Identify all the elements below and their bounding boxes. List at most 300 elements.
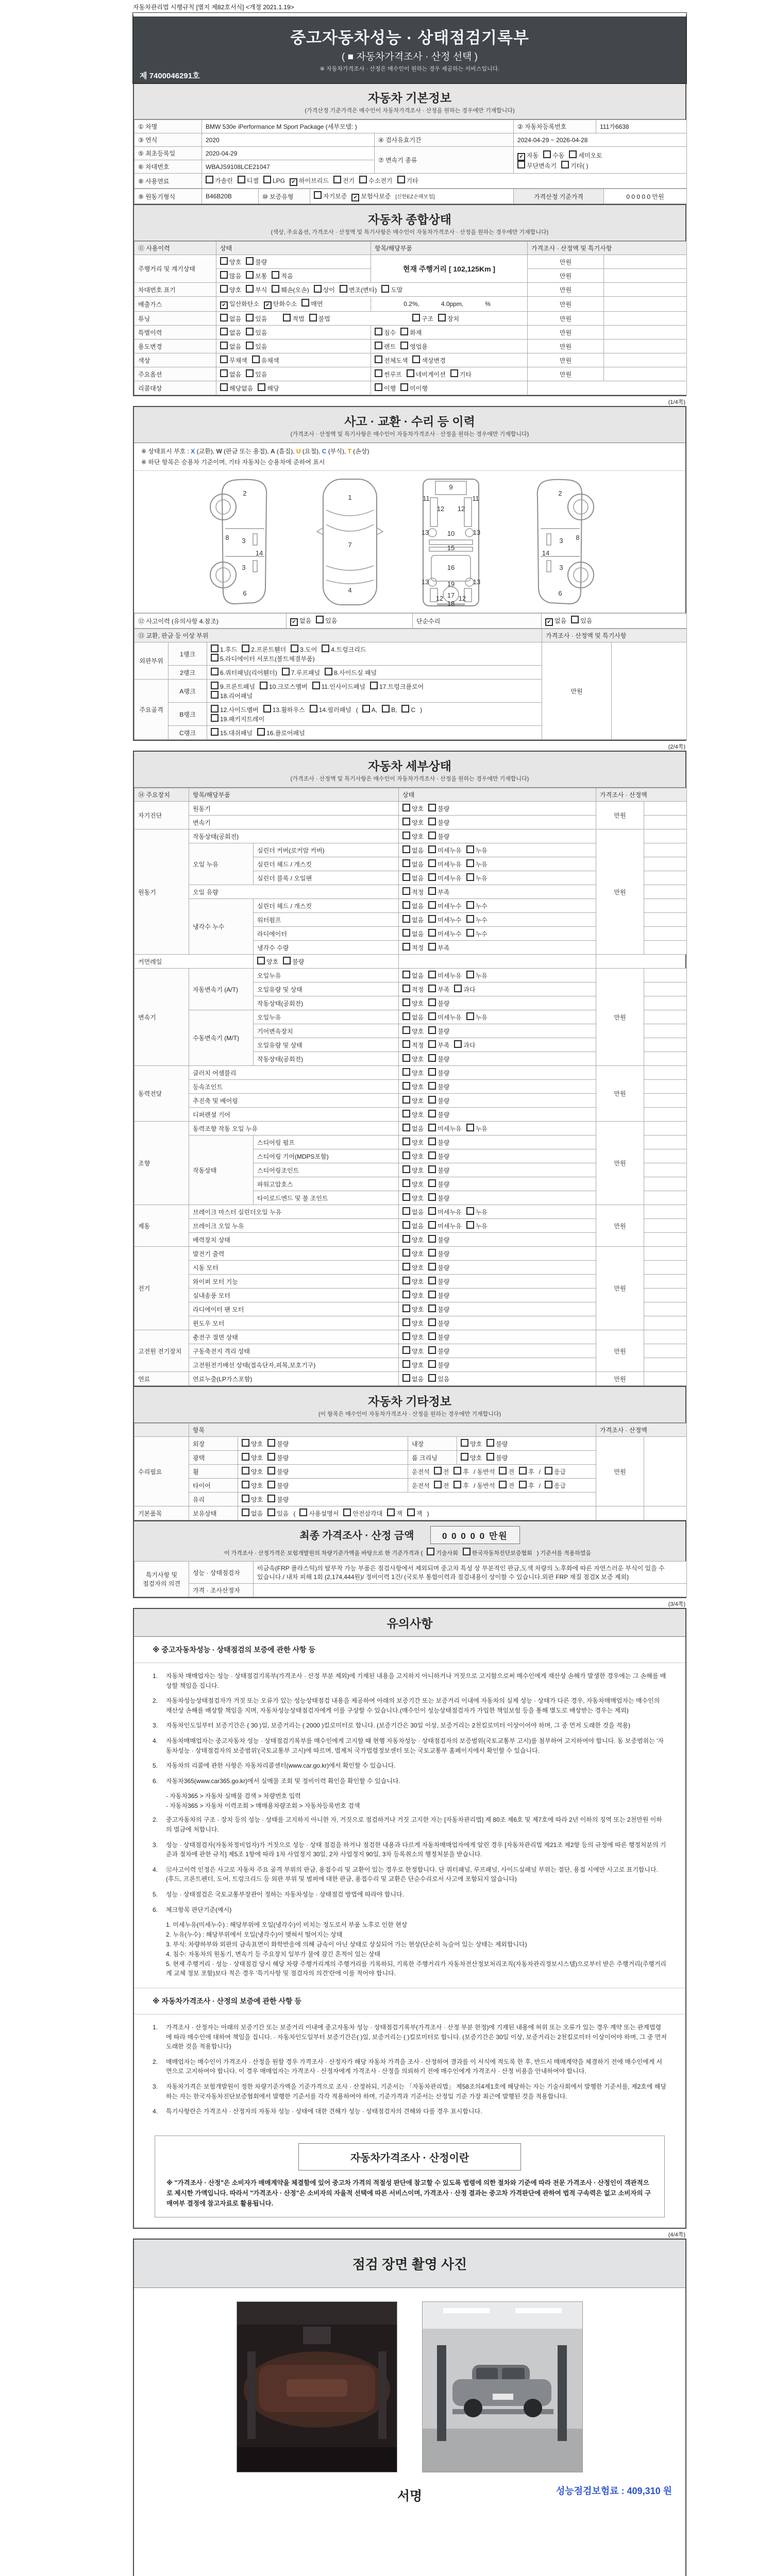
- checkbox[interactable]: [402, 1179, 424, 1189]
- checkbox-box[interactable]: [402, 845, 410, 853]
- checkbox[interactable]: [402, 929, 424, 938]
- checkbox-box[interactable]: [428, 1096, 436, 1104]
- checkbox[interactable]: [428, 1332, 449, 1342]
- checkbox[interactable]: [466, 859, 488, 869]
- checkbox-box[interactable]: [402, 1207, 410, 1215]
- checkbox[interactable]: [402, 1012, 424, 1022]
- checkbox-box[interactable]: ✔: [290, 178, 297, 186]
- checkbox-box[interactable]: [314, 191, 322, 199]
- checkbox[interactable]: [242, 1495, 263, 1504]
- checkbox[interactable]: [428, 971, 461, 980]
- checkbox-box[interactable]: [402, 1374, 410, 1382]
- checkbox[interactable]: [314, 191, 347, 200]
- checkbox[interactable]: [428, 915, 461, 924]
- checkbox-box[interactable]: [246, 369, 254, 377]
- checkbox[interactable]: [466, 873, 488, 883]
- checkbox-box[interactable]: [543, 150, 551, 158]
- checkbox-box[interactable]: [466, 859, 474, 867]
- checkbox-box[interactable]: [428, 1235, 436, 1243]
- checkbox-box[interactable]: [428, 1318, 436, 1326]
- checkbox[interactable]: [267, 1481, 289, 1490]
- checkbox-box[interactable]: [282, 668, 290, 675]
- checkbox-box[interactable]: [434, 1481, 442, 1488]
- checkbox[interactable]: [428, 1012, 461, 1022]
- checkbox[interactable]: [220, 342, 241, 351]
- checkbox-box[interactable]: [370, 682, 378, 689]
- checkbox-box[interactable]: [260, 682, 267, 689]
- checkbox[interactable]: [402, 1096, 424, 1105]
- checkbox-box[interactable]: [428, 929, 436, 937]
- checkbox-box[interactable]: [211, 714, 219, 722]
- checkbox-box[interactable]: [242, 645, 249, 652]
- checkbox[interactable]: [428, 1179, 449, 1189]
- checkbox[interactable]: [314, 285, 335, 294]
- checkbox[interactable]: [400, 383, 428, 393]
- checkbox-box[interactable]: [428, 1151, 436, 1159]
- checkbox-box[interactable]: [561, 161, 569, 168]
- checkbox-box[interactable]: [220, 257, 228, 265]
- checkbox[interactable]: [242, 645, 286, 654]
- checkbox-box[interactable]: [211, 654, 219, 662]
- checkbox-box[interactable]: [466, 929, 474, 937]
- checkbox[interactable]: [402, 887, 424, 896]
- checkbox[interactable]: [238, 176, 259, 185]
- checkbox-box[interactable]: [466, 845, 474, 853]
- checkbox[interactable]: [246, 271, 267, 280]
- checkbox-box[interactable]: [402, 1221, 410, 1229]
- checkbox[interactable]: [283, 957, 304, 966]
- checkbox-box[interactable]: [428, 943, 436, 951]
- checkbox-box[interactable]: [461, 1453, 468, 1461]
- checkbox-box[interactable]: [438, 314, 446, 321]
- checkbox[interactable]: [267, 1439, 289, 1448]
- checkbox-box[interactable]: [486, 1439, 494, 1447]
- checkbox-box[interactable]: [257, 957, 265, 964]
- checkbox[interactable]: [267, 1495, 289, 1504]
- checkbox[interactable]: [310, 705, 351, 714]
- checkbox[interactable]: [402, 901, 424, 910]
- checkbox[interactable]: [220, 369, 241, 379]
- checkbox-box[interactable]: [267, 1481, 275, 1488]
- checkbox-box[interactable]: ✔: [220, 301, 228, 309]
- checkbox-box[interactable]: [466, 1012, 474, 1020]
- checkbox-box[interactable]: [382, 705, 390, 713]
- checkbox[interactable]: [428, 985, 449, 994]
- checkbox-box[interactable]: [428, 971, 436, 978]
- checkbox-box[interactable]: [283, 957, 291, 964]
- checkbox[interactable]: [428, 1374, 449, 1383]
- checkbox-box[interactable]: [428, 1110, 436, 1117]
- checkbox[interactable]: [402, 915, 424, 924]
- checkbox[interactable]: [453, 1467, 469, 1476]
- checkbox-box[interactable]: [466, 873, 474, 881]
- checkbox-box[interactable]: [246, 285, 254, 293]
- checkbox[interactable]: [375, 342, 396, 351]
- checkbox-box[interactable]: [519, 1467, 527, 1475]
- checkbox-box[interactable]: [402, 929, 410, 937]
- checkbox[interactable]: [400, 328, 422, 337]
- checkbox[interactable]: [402, 873, 424, 883]
- checkbox[interactable]: [466, 929, 488, 938]
- checkbox-box[interactable]: [428, 1082, 436, 1090]
- checkbox[interactable]: [402, 1026, 424, 1036]
- checkbox[interactable]: [434, 1481, 449, 1490]
- checkbox[interactable]: [257, 957, 278, 966]
- checkbox[interactable]: [312, 682, 365, 691]
- checkbox[interactable]: [519, 1467, 534, 1476]
- checkbox-box[interactable]: [272, 271, 279, 279]
- checkbox[interactable]: [402, 845, 424, 855]
- checkbox-box[interactable]: [545, 1481, 552, 1488]
- checkbox[interactable]: [242, 1453, 263, 1462]
- checkbox[interactable]: [428, 1110, 449, 1119]
- checkbox[interactable]: [283, 314, 304, 323]
- checkbox-checked[interactable]: [220, 299, 259, 309]
- checkbox-box[interactable]: [407, 369, 414, 377]
- checkbox-box[interactable]: [220, 355, 228, 363]
- checkbox-box[interactable]: [402, 1012, 410, 1020]
- checkbox-box[interactable]: [499, 1467, 507, 1475]
- checkbox-box[interactable]: [434, 1467, 442, 1475]
- checkbox[interactable]: [220, 257, 241, 266]
- checkbox[interactable]: [402, 832, 424, 841]
- checkbox[interactable]: [438, 314, 459, 323]
- checkbox-box[interactable]: [257, 728, 265, 736]
- checkbox[interactable]: [252, 355, 279, 365]
- checkbox[interactable]: [428, 873, 461, 883]
- checkbox-box[interactable]: ✔: [351, 194, 359, 201]
- checkbox[interactable]: [428, 1346, 449, 1355]
- checkbox[interactable]: [461, 1439, 482, 1448]
- checkbox[interactable]: [453, 1481, 469, 1490]
- checkbox-box[interactable]: [299, 1509, 307, 1516]
- checkbox[interactable]: [381, 285, 402, 294]
- checkbox-checked[interactable]: [290, 176, 329, 186]
- checkbox-box[interactable]: [220, 314, 228, 321]
- checkbox[interactable]: [402, 1277, 424, 1286]
- checkbox[interactable]: [427, 1548, 458, 1557]
- checkbox-box[interactable]: [428, 804, 436, 811]
- checkbox[interactable]: [242, 1481, 263, 1490]
- checkbox-box[interactable]: [310, 705, 317, 713]
- checkbox[interactable]: [466, 901, 488, 910]
- checkbox[interactable]: [400, 342, 428, 351]
- checkbox[interactable]: [402, 1249, 424, 1258]
- checkbox[interactable]: [428, 929, 461, 938]
- checkbox[interactable]: [387, 1509, 402, 1518]
- checkbox-box[interactable]: [428, 1263, 436, 1270]
- checkbox-box[interactable]: [428, 859, 436, 867]
- checkbox[interactable]: [543, 150, 564, 160]
- checkbox[interactable]: [211, 654, 315, 663]
- checkbox-box[interactable]: [375, 328, 382, 335]
- checkbox-box[interactable]: [267, 1495, 275, 1502]
- checkbox[interactable]: [402, 1068, 424, 1077]
- checkbox[interactable]: [450, 369, 472, 379]
- checkbox-box[interactable]: [519, 1481, 527, 1488]
- checkbox[interactable]: [211, 682, 255, 691]
- checkbox[interactable]: [211, 728, 253, 737]
- checkbox-box[interactable]: [312, 682, 320, 689]
- checkbox-box[interactable]: [211, 705, 219, 713]
- checkbox-box[interactable]: [402, 1249, 410, 1257]
- checkbox[interactable]: [375, 383, 396, 393]
- checkbox-box[interactable]: [453, 1467, 461, 1475]
- checkbox[interactable]: [428, 901, 461, 910]
- checkbox[interactable]: [211, 714, 264, 723]
- checkbox-box[interactable]: [428, 1291, 436, 1298]
- checkbox-box[interactable]: [343, 1509, 351, 1516]
- checkbox-box[interactable]: [428, 1360, 436, 1368]
- checkbox[interactable]: [316, 616, 337, 625]
- checkbox[interactable]: [402, 804, 424, 813]
- checkbox-box[interactable]: [402, 971, 410, 978]
- checkbox[interactable]: [267, 1467, 289, 1476]
- checkbox[interactable]: [402, 1304, 424, 1314]
- checkbox-box[interactable]: [267, 1439, 275, 1447]
- checkbox[interactable]: [466, 1221, 488, 1230]
- checkbox-box[interactable]: [402, 1124, 410, 1131]
- checkbox-box[interactable]: [545, 1467, 552, 1475]
- checkbox-box[interactable]: [427, 1548, 434, 1555]
- checkbox[interactable]: [402, 1318, 424, 1328]
- checkbox-box[interactable]: [428, 915, 436, 923]
- checkbox[interactable]: [402, 1332, 424, 1342]
- checkbox-box[interactable]: [381, 285, 389, 293]
- checkbox-box[interactable]: [375, 383, 382, 391]
- checkbox-box[interactable]: [246, 328, 254, 335]
- checkbox-box[interactable]: [402, 1304, 410, 1312]
- checkbox[interactable]: [428, 1304, 449, 1314]
- checkbox-box[interactable]: [362, 705, 370, 713]
- checkbox[interactable]: [258, 383, 279, 393]
- checkbox-box[interactable]: [402, 943, 410, 951]
- checkbox-box[interactable]: [402, 1068, 410, 1076]
- checkbox[interactable]: [517, 161, 557, 170]
- checkbox-box[interactable]: [220, 342, 228, 349]
- checkbox-box[interactable]: [466, 971, 474, 978]
- checkbox[interactable]: [211, 705, 259, 714]
- checkbox[interactable]: [220, 328, 241, 337]
- checkbox[interactable]: [257, 728, 305, 737]
- checkbox-box[interactable]: [325, 668, 332, 675]
- checkbox[interactable]: [519, 1481, 534, 1490]
- checkbox-box[interactable]: [314, 285, 322, 293]
- checkbox[interactable]: [260, 682, 308, 691]
- checkbox[interactable]: [206, 176, 233, 185]
- checkbox-box[interactable]: [397, 176, 405, 183]
- checkbox[interactable]: [220, 314, 241, 323]
- checkbox[interactable]: [428, 1221, 461, 1230]
- checkbox-box[interactable]: ✔: [545, 618, 553, 626]
- checkbox-box[interactable]: [428, 832, 436, 839]
- checkbox[interactable]: [402, 971, 424, 980]
- checkbox-box[interactable]: [428, 1012, 436, 1020]
- checkbox-box[interactable]: [412, 314, 420, 321]
- checkbox-checked[interactable]: [351, 192, 391, 201]
- checkbox[interactable]: [499, 1481, 514, 1490]
- checkbox-box[interactable]: [267, 1467, 275, 1475]
- checkbox[interactable]: [434, 1467, 449, 1476]
- checkbox[interactable]: [220, 285, 241, 294]
- checkbox-box[interactable]: [450, 369, 458, 377]
- checkbox-box[interactable]: [246, 271, 254, 279]
- checkbox[interactable]: [267, 1509, 289, 1518]
- checkbox-box[interactable]: [400, 328, 408, 335]
- checkbox[interactable]: [211, 691, 253, 700]
- checkbox[interactable]: [382, 705, 397, 714]
- checkbox[interactable]: [263, 705, 305, 714]
- checkbox[interactable]: [309, 314, 330, 323]
- checkbox-box[interactable]: [402, 887, 410, 895]
- checkbox-box[interactable]: [402, 985, 410, 992]
- checkbox-box[interactable]: [402, 1082, 410, 1090]
- checkbox[interactable]: [401, 705, 415, 714]
- checkbox-box[interactable]: [402, 1096, 410, 1104]
- checkbox-box[interactable]: [333, 176, 341, 183]
- checkbox[interactable]: [246, 285, 267, 294]
- checkbox[interactable]: [340, 285, 377, 294]
- checkbox-box[interactable]: [428, 1207, 436, 1215]
- checkbox[interactable]: [454, 985, 475, 994]
- checkbox-box[interactable]: [428, 887, 436, 895]
- checkbox-box[interactable]: [238, 176, 245, 183]
- checkbox-box[interactable]: [428, 1193, 436, 1201]
- checkbox[interactable]: [428, 1249, 449, 1258]
- checkbox[interactable]: [486, 1439, 508, 1448]
- checkbox-box[interactable]: [517, 161, 525, 168]
- checkbox-box[interactable]: [402, 1346, 410, 1354]
- checkbox-box[interactable]: [211, 645, 219, 652]
- checkbox-box[interactable]: [428, 1054, 436, 1062]
- checkbox[interactable]: [246, 369, 267, 379]
- checkbox-box[interactable]: [402, 873, 410, 881]
- checkbox[interactable]: [428, 1040, 449, 1049]
- checkbox-box[interactable]: [402, 998, 410, 1006]
- checkbox[interactable]: [412, 314, 433, 323]
- checkbox-box[interactable]: [402, 1151, 410, 1159]
- checkbox-box[interactable]: [242, 1453, 249, 1461]
- checkbox-box[interactable]: [402, 1179, 410, 1187]
- checkbox[interactable]: [428, 1360, 449, 1369]
- checkbox[interactable]: [402, 1374, 424, 1383]
- checkbox-box[interactable]: [252, 355, 260, 363]
- checkbox-checked[interactable]: [545, 616, 566, 626]
- checkbox-box[interactable]: [428, 818, 436, 825]
- checkbox[interactable]: [407, 1509, 423, 1518]
- checkbox[interactable]: [402, 1263, 424, 1272]
- checkbox-box[interactable]: [291, 645, 298, 652]
- checkbox-box[interactable]: [486, 1453, 494, 1461]
- checkbox[interactable]: [428, 1193, 449, 1202]
- checkbox[interactable]: [428, 1151, 449, 1161]
- checkbox-box[interactable]: ✔: [264, 301, 272, 309]
- checkbox[interactable]: [402, 1165, 424, 1175]
- checkbox-box[interactable]: [220, 285, 228, 293]
- checkbox[interactable]: [466, 1124, 488, 1133]
- checkbox-box[interactable]: [220, 383, 228, 391]
- checkbox[interactable]: [545, 1467, 566, 1476]
- checkbox[interactable]: [466, 971, 488, 980]
- checkbox[interactable]: [412, 355, 445, 365]
- checkbox[interactable]: [242, 1439, 263, 1448]
- checkbox-box[interactable]: [263, 176, 271, 183]
- checkbox-box[interactable]: [211, 668, 219, 675]
- checkbox[interactable]: [499, 1467, 514, 1476]
- checkbox-box[interactable]: [309, 314, 317, 321]
- checkbox-box[interactable]: [242, 1495, 249, 1502]
- checkbox[interactable]: [402, 1207, 424, 1216]
- checkbox-box[interactable]: ✔: [517, 153, 525, 161]
- checkbox-box[interactable]: [407, 1509, 415, 1516]
- checkbox[interactable]: [486, 1453, 508, 1462]
- checkbox[interactable]: [428, 1277, 449, 1286]
- checkbox-box[interactable]: [400, 383, 408, 391]
- checkbox[interactable]: [246, 257, 267, 266]
- checkbox-box[interactable]: [211, 728, 219, 736]
- checkbox[interactable]: [428, 1124, 461, 1133]
- checkbox[interactable]: [428, 1082, 449, 1091]
- checkbox[interactable]: [402, 1040, 424, 1049]
- checkbox[interactable]: [402, 859, 424, 869]
- checkbox[interactable]: [375, 355, 408, 365]
- checkbox[interactable]: [466, 1012, 488, 1022]
- checkbox[interactable]: [463, 1548, 532, 1557]
- checkbox[interactable]: [343, 1509, 382, 1518]
- checkbox[interactable]: [402, 998, 424, 1008]
- checkbox-box[interactable]: [402, 818, 410, 825]
- checkbox-checked[interactable]: [517, 151, 539, 161]
- checkbox[interactable]: [569, 150, 602, 160]
- checkbox[interactable]: [220, 271, 241, 280]
- checkbox[interactable]: [454, 1040, 475, 1049]
- checkbox-box[interactable]: [402, 1054, 410, 1062]
- checkbox-box[interactable]: [402, 1040, 410, 1048]
- checkbox-box[interactable]: [402, 901, 410, 909]
- checkbox[interactable]: [246, 328, 267, 337]
- checkbox[interactable]: [428, 887, 449, 896]
- checkbox-box[interactable]: [428, 1332, 436, 1340]
- checkbox-box[interactable]: [402, 1193, 410, 1201]
- checkbox-box[interactable]: [428, 1221, 436, 1229]
- checkbox-box[interactable]: [428, 1179, 436, 1187]
- checkbox-box[interactable]: [220, 328, 228, 335]
- checkbox[interactable]: [561, 161, 589, 170]
- checkbox[interactable]: [263, 176, 285, 184]
- checkbox[interactable]: [402, 1346, 424, 1355]
- checkbox[interactable]: [428, 943, 449, 952]
- checkbox-box[interactable]: [301, 299, 309, 307]
- checkbox-box[interactable]: ✔: [290, 618, 298, 626]
- checkbox-box[interactable]: [242, 1439, 249, 1447]
- checkbox[interactable]: [246, 314, 267, 323]
- checkbox[interactable]: [428, 1068, 449, 1077]
- checkbox-box[interactable]: [316, 616, 324, 623]
- checkbox[interactable]: [402, 1291, 424, 1300]
- checkbox-box[interactable]: [428, 1138, 436, 1145]
- checkbox-box[interactable]: [402, 915, 410, 923]
- checkbox[interactable]: [402, 1235, 424, 1244]
- checkbox-box[interactable]: [428, 1068, 436, 1076]
- checkbox-box[interactable]: [267, 1453, 275, 1461]
- checkbox-box[interactable]: [402, 804, 410, 811]
- checkbox-box[interactable]: [454, 1040, 462, 1048]
- checkbox-box[interactable]: [428, 845, 436, 853]
- checkbox[interactable]: [267, 1453, 289, 1462]
- checkbox[interactable]: [428, 998, 449, 1008]
- checkbox[interactable]: [407, 369, 446, 379]
- checkbox-box[interactable]: [466, 1207, 474, 1215]
